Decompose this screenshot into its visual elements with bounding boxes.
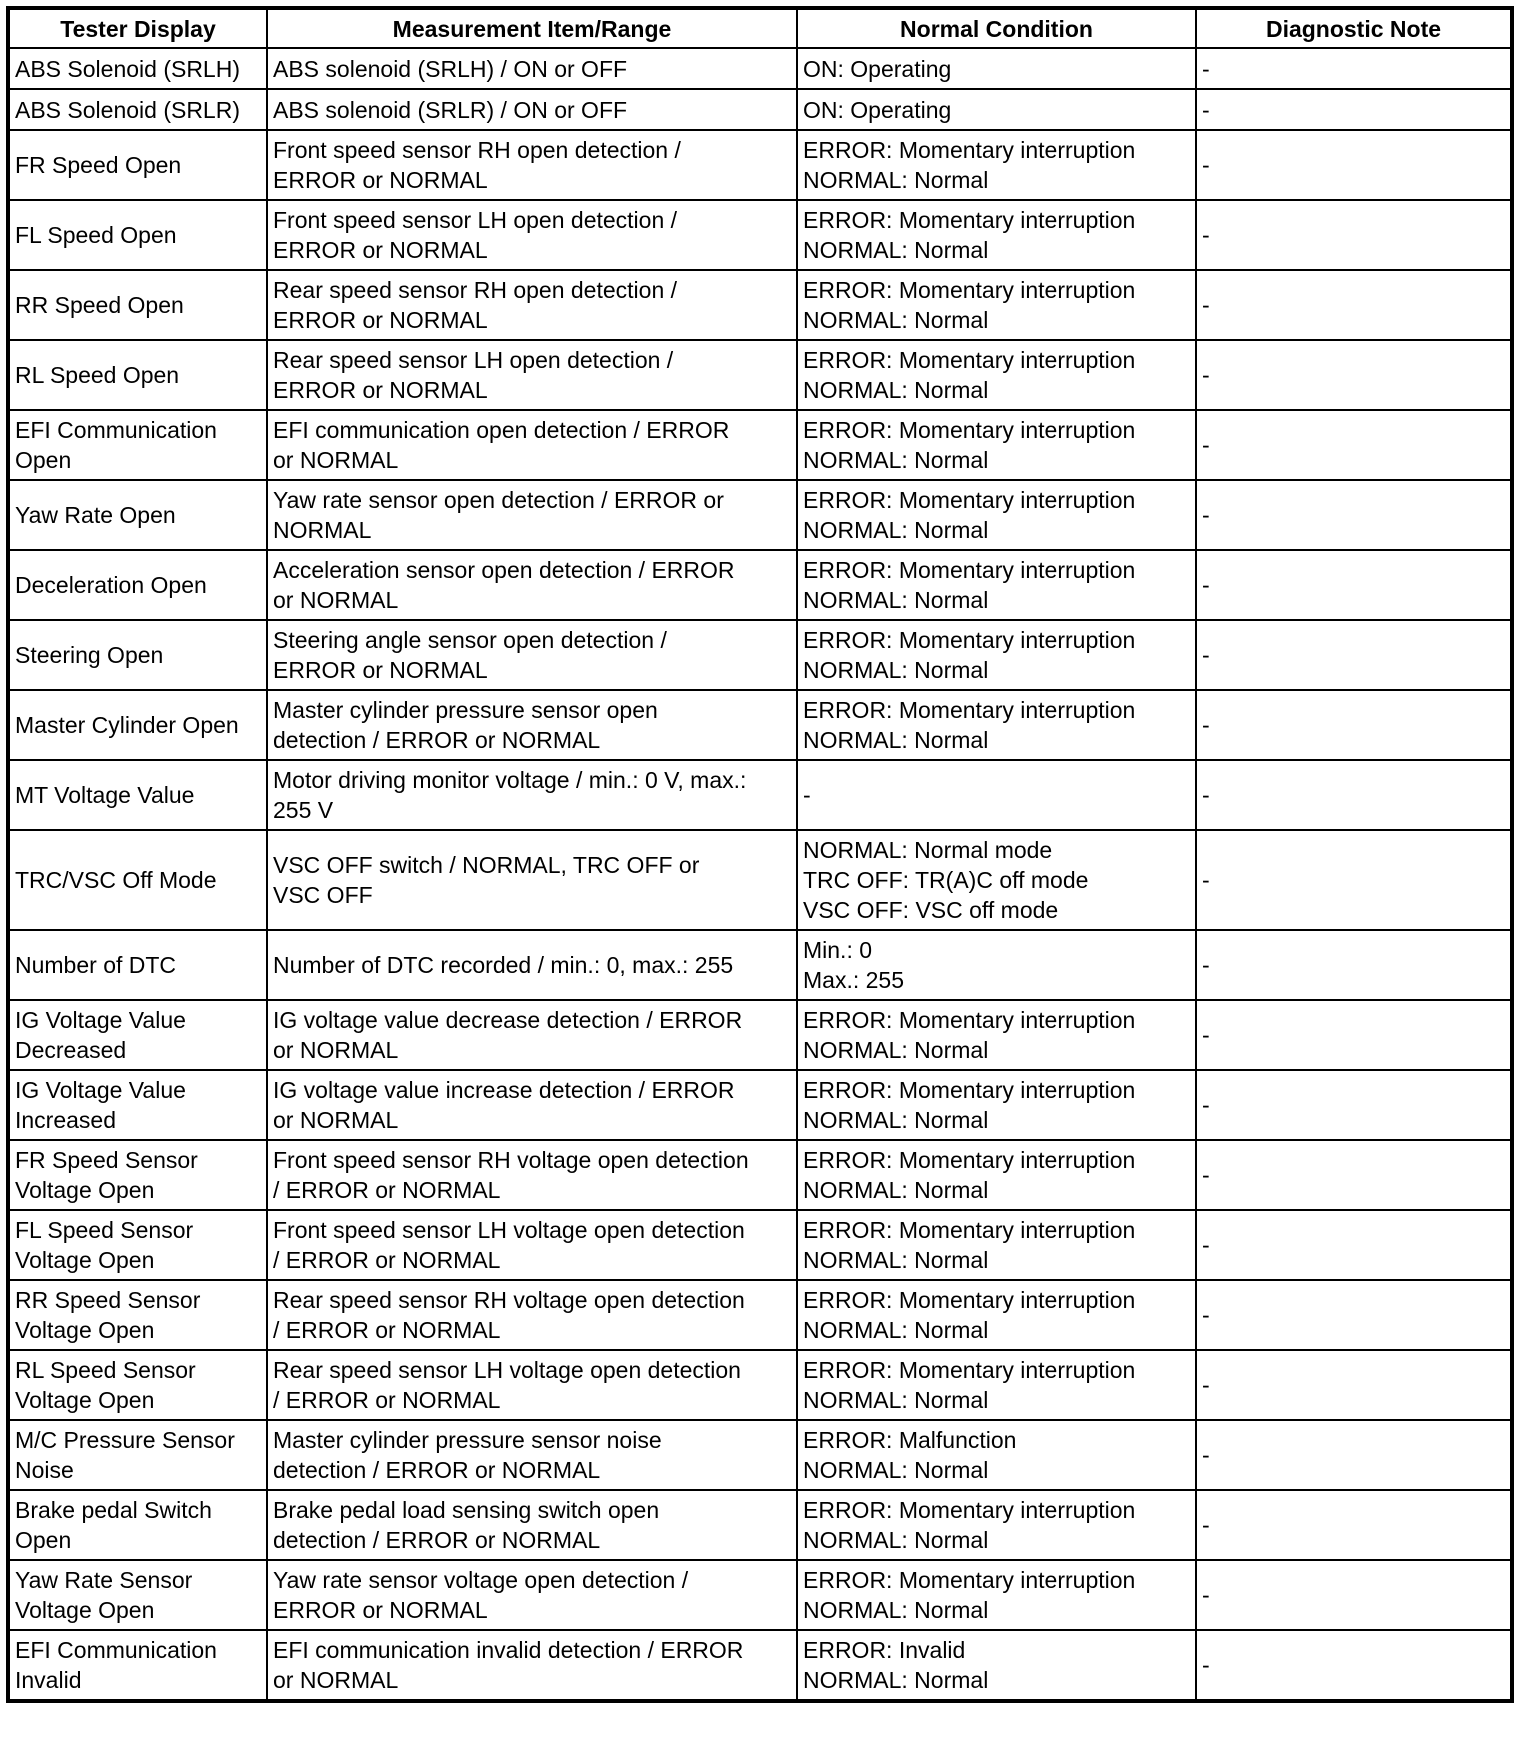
diagnostic-note-cell: -: [1196, 410, 1512, 480]
diagnostic-note-cell: -: [1196, 1000, 1512, 1070]
tester-display-cell: FL Speed Sensor Voltage Open: [8, 1210, 267, 1280]
diagnostic-note-cell: -: [1196, 760, 1512, 830]
normal-condition-cell: ERROR: Momentary interruption NORMAL: Normal: [797, 550, 1196, 620]
tester-display-cell: EFI Communication Invalid: [8, 1630, 267, 1701]
normal-condition-cell: ERROR: Momentary interruption NORMAL: Normal: [797, 1490, 1196, 1560]
tester-display-cell: RL Speed Sensor Voltage Open: [8, 1350, 267, 1420]
measurement-item-cell: Master cylinder pressure sensor noise detection / ERROR or NORMAL: [267, 1420, 797, 1490]
normal-condition-cell: ERROR: Momentary interruption NORMAL: Normal: [797, 1560, 1196, 1630]
table-row: [8, 1560, 1512, 1630]
normal-condition-cell: Min.: 0 Max.: 255: [797, 930, 1196, 1000]
tester-display-cell: RR Speed Open: [8, 270, 267, 340]
table-row: [8, 830, 1512, 930]
table-row: [8, 48, 1512, 89]
table-row: [8, 930, 1512, 1000]
measurement-item-cell: Rear speed sensor LH open detection / ERROR or NORMAL: [267, 340, 797, 410]
measurement-item-cell: Brake pedal load sensing switch open detection / ERROR or NORMAL: [267, 1490, 797, 1560]
normal-condition-cell: ERROR: Momentary interruption NORMAL: Normal: [797, 1280, 1196, 1350]
table-row: [8, 200, 1512, 270]
diagnostic-note-cell: -: [1196, 1280, 1512, 1350]
diagnostic-note-cell: -: [1196, 130, 1512, 200]
measurement-item-cell: Motor driving monitor voltage / min.: 0 V, max.: 255 V: [267, 760, 797, 830]
tester-display-cell: ABS Solenoid (SRLH): [8, 48, 267, 89]
measurement-item-cell: Yaw rate sensor open detection / ERROR or NORMAL: [267, 480, 797, 550]
measurement-item-cell: Steering angle sensor open detection / ERROR or NORMAL: [267, 620, 797, 690]
normal-condition-cell: ERROR: Momentary interruption NORMAL: Normal: [797, 1140, 1196, 1210]
measurement-item-cell: IG voltage value increase detection / ERROR or NORMAL: [267, 1070, 797, 1140]
measurement-item-cell: Yaw rate sensor voltage open detection / ERROR or NORMAL: [267, 1560, 797, 1630]
measurement-item-cell: ABS solenoid (SRLH) / ON or OFF: [267, 48, 797, 89]
header-row: [8, 8, 1512, 48]
tester-display-cell: FL Speed Open: [8, 200, 267, 270]
table-row: [8, 1280, 1512, 1350]
tester-display-cell: EFI Communication Open: [8, 410, 267, 480]
data-list-table: [6, 6, 1514, 1703]
normal-condition-cell: ERROR: Momentary interruption NORMAL: Normal: [797, 620, 1196, 690]
measurement-item-cell: EFI communication invalid detection / ERROR or NORMAL: [267, 1630, 797, 1701]
table-row: [8, 130, 1512, 200]
normal-condition-cell: ERROR: Momentary interruption NORMAL: Normal: [797, 270, 1196, 340]
normal-condition-cell: ERROR: Momentary interruption NORMAL: Normal: [797, 410, 1196, 480]
normal-condition-cell: ON: Operating: [797, 89, 1196, 130]
diagnostic-note-cell: -: [1196, 1560, 1512, 1630]
tester-display-cell: Steering Open: [8, 620, 267, 690]
normal-condition-cell: ERROR: Momentary interruption NORMAL: Normal: [797, 340, 1196, 410]
tester-display-cell: Yaw Rate Open: [8, 480, 267, 550]
normal-condition-cell: -: [797, 760, 1196, 830]
measurement-item-cell: Front speed sensor LH voltage open detection / ERROR or NORMAL: [267, 1210, 797, 1280]
header-normal-condition: Normal Condition: [797, 8, 1196, 48]
table-row: [8, 1420, 1512, 1490]
normal-condition-cell: ERROR: Momentary interruption NORMAL: Normal: [797, 480, 1196, 550]
diagnostic-note-cell: -: [1196, 550, 1512, 620]
diagnostic-note-cell: -: [1196, 620, 1512, 690]
tester-display-cell: IG Voltage Value Decreased: [8, 1000, 267, 1070]
tester-display-cell: Yaw Rate Sensor Voltage Open: [8, 1560, 267, 1630]
tester-display-cell: IG Voltage Value Increased: [8, 1070, 267, 1140]
measurement-item-cell: Master cylinder pressure sensor open detection / ERROR or NORMAL: [267, 690, 797, 760]
diagnostic-note-cell: -: [1196, 1420, 1512, 1490]
normal-condition-cell: ERROR: Momentary interruption NORMAL: Normal: [797, 200, 1196, 270]
measurement-item-cell: Rear speed sensor LH voltage open detection / ERROR or NORMAL: [267, 1350, 797, 1420]
header-diagnostic-note: Diagnostic Note: [1196, 8, 1512, 48]
measurement-item-cell: Number of DTC recorded / min.: 0, max.: 255: [267, 930, 797, 1000]
measurement-item-cell: Rear speed sensor RH open detection / ERROR or NORMAL: [267, 270, 797, 340]
measurement-item-cell: Acceleration sensor open detection / ERROR or NORMAL: [267, 550, 797, 620]
table-row: [8, 620, 1512, 690]
measurement-item-cell: Front speed sensor RH voltage open detection / ERROR or NORMAL: [267, 1140, 797, 1210]
diagnostic-note-cell: -: [1196, 340, 1512, 410]
tester-display-cell: MT Voltage Value: [8, 760, 267, 830]
measurement-item-cell: Rear speed sensor RH voltage open detection / ERROR or NORMAL: [267, 1280, 797, 1350]
tester-display-cell: TRC/VSC Off Mode: [8, 830, 267, 930]
measurement-item-cell: EFI communication open detection / ERROR or NORMAL: [267, 410, 797, 480]
diagnostic-note-cell: -: [1196, 1210, 1512, 1280]
diagnostic-note-cell: -: [1196, 1490, 1512, 1560]
normal-condition-cell: ERROR: Momentary interruption NORMAL: Normal: [797, 1000, 1196, 1070]
normal-condition-cell: ERROR: Malfunction NORMAL: Normal: [797, 1420, 1196, 1490]
normal-condition-cell: ERROR: Momentary interruption NORMAL: Normal: [797, 1350, 1196, 1420]
diagnostic-note-cell: -: [1196, 1070, 1512, 1140]
diagnostic-note-cell: -: [1196, 930, 1512, 1000]
measurement-item-cell: IG voltage value decrease detection / ERROR or NORMAL: [267, 1000, 797, 1070]
table-row: [8, 550, 1512, 620]
tester-display-cell: Number of DTC: [8, 930, 267, 1000]
tester-display-cell: Deceleration Open: [8, 550, 267, 620]
tester-display-cell: RL Speed Open: [8, 340, 267, 410]
measurement-item-cell: Front speed sensor RH open detection / ERROR or NORMAL: [267, 130, 797, 200]
normal-condition-cell: ERROR: Momentary interruption NORMAL: Normal: [797, 1210, 1196, 1280]
table-row: [8, 690, 1512, 760]
tester-display-cell: M/C Pressure Sensor Noise: [8, 1420, 267, 1490]
tester-display-cell: Master Cylinder Open: [8, 690, 267, 760]
measurement-item-cell: VSC OFF switch / NORMAL, TRC OFF or VSC OFF: [267, 830, 797, 930]
table-row: [8, 1000, 1512, 1070]
diagnostic-note-cell: -: [1196, 830, 1512, 930]
normal-condition-cell: ON: Operating: [797, 48, 1196, 89]
table-row: [8, 1350, 1512, 1420]
table-row: [8, 410, 1512, 480]
table-row: [8, 340, 1512, 410]
table-row: [8, 1630, 1512, 1701]
measurement-item-cell: ABS solenoid (SRLR) / ON or OFF: [267, 89, 797, 130]
diagnostic-note-cell: -: [1196, 690, 1512, 760]
diagnostic-note-cell: -: [1196, 48, 1512, 89]
table-row: [8, 480, 1512, 550]
diagnostic-note-cell: -: [1196, 1630, 1512, 1701]
tester-display-cell: ABS Solenoid (SRLR): [8, 89, 267, 130]
header-measurement-item: Measurement Item/Range: [267, 8, 797, 48]
table-row: [8, 1070, 1512, 1140]
diagnostic-note-cell: -: [1196, 89, 1512, 130]
table-row: [8, 270, 1512, 340]
normal-condition-cell: NORMAL: Normal mode TRC OFF: TR(A)C off mode VSC OFF: VSC off mode: [797, 830, 1196, 930]
tester-display-cell: FR Speed Open: [8, 130, 267, 200]
table-row: [8, 760, 1512, 830]
table-row: [8, 1140, 1512, 1210]
normal-condition-cell: ERROR: Momentary interruption NORMAL: Normal: [797, 1070, 1196, 1140]
diagnostic-note-cell: -: [1196, 1140, 1512, 1210]
table-row: [8, 89, 1512, 130]
tester-display-cell: FR Speed Sensor Voltage Open: [8, 1140, 267, 1210]
tester-display-cell: RR Speed Sensor Voltage Open: [8, 1280, 267, 1350]
diagnostic-note-cell: -: [1196, 270, 1512, 340]
diagnostic-note-cell: -: [1196, 200, 1512, 270]
normal-condition-cell: ERROR: Momentary interruption NORMAL: Normal: [797, 690, 1196, 760]
table-row: [8, 1210, 1512, 1280]
tester-display-cell: Brake pedal Switch Open: [8, 1490, 267, 1560]
normal-condition-cell: ERROR: Momentary interruption NORMAL: Normal: [797, 130, 1196, 200]
header-tester-display: Tester Display: [8, 8, 267, 48]
normal-condition-cell: ERROR: Invalid NORMAL: Normal: [797, 1630, 1196, 1701]
measurement-item-cell: Front speed sensor LH open detection / ERROR or NORMAL: [267, 200, 797, 270]
table-row: [8, 1490, 1512, 1560]
diagnostic-note-cell: -: [1196, 480, 1512, 550]
diagnostic-note-cell: -: [1196, 1350, 1512, 1420]
